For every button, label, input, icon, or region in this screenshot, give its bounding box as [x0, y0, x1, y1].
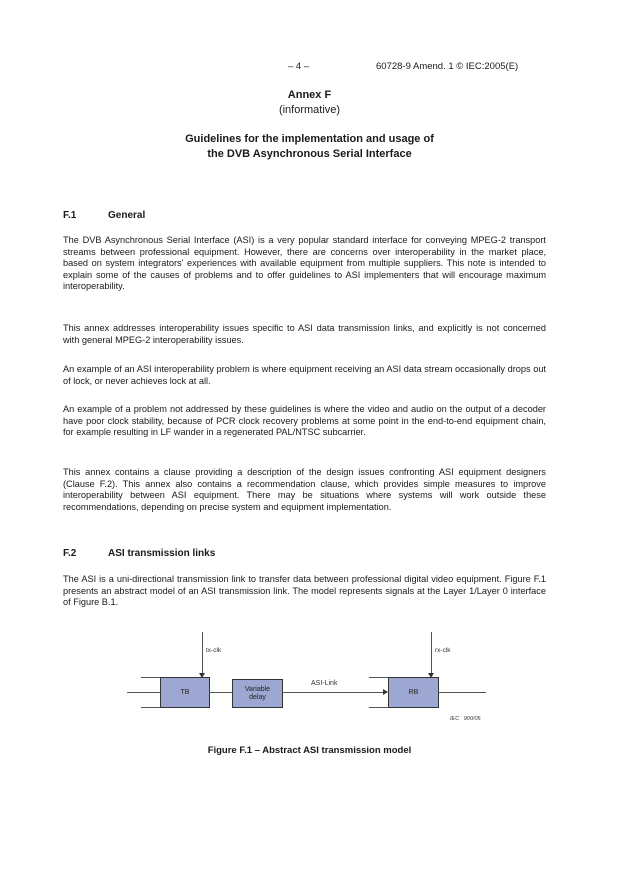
- section-heading-f2: [63, 548, 215, 559]
- annex-label: Annex F: [287, 89, 332, 101]
- section-heading-f1: [63, 210, 145, 221]
- section-title: General: [108, 210, 146, 221]
- iec-reference: IEC 900/05: [450, 716, 481, 722]
- rb-line-top: [369, 677, 388, 678]
- rb-label: RB: [408, 688, 419, 696]
- tb-label: TB: [180, 688, 190, 696]
- annex-type: (informative): [278, 104, 341, 116]
- input-line-bottom: [141, 707, 161, 708]
- asi-link-line: [282, 692, 386, 693]
- rx-clk-line: [431, 632, 432, 675]
- section-title: ASI transmission links: [108, 548, 216, 559]
- paragraph: An example of an ASI interoperability problem is where equipment receiving an ASI data stream occasionally drops out of lock, or never achieves lock at all.: [63, 364, 546, 386]
- paragraph: This annex contains a clause providing a description of the design issues confronting ASI equipment designers (Clause F.2). This annex also contains a recommendation clause, which provides simple measures to improve interoperability between ASI equipment. There may be situations where systems will work outside these recommendations, depending on precise system and equipment implementation.: [63, 467, 546, 512]
- paragraph: This annex addresses interoperability issues specific to ASI data transmission links, and explicitly is not concerned with general MPEG-2 interoperability issues.: [63, 323, 546, 345]
- paragraph: The ASI is a uni-directional transmission link to transfer data between professional digital video equipment. Figure F.1 presents an abstract model of an ASI transmission link. The model represents signals at the Layer 1/Layer 0 interface of Figure B.1.: [63, 574, 546, 608]
- input-line-middle: [127, 692, 161, 693]
- delay-label-line-2: delay: [249, 693, 266, 701]
- tx-clk-label: tx-clk: [206, 647, 222, 654]
- section-number: F.1: [63, 210, 77, 221]
- paragraph: The DVB Asynchronous Serial Interface (ASI) is a very popular standard interface for conveying MPEG-2 transport streams between professional equipment. However, there are concerns over interoperability in the market place, based on system integrators' experiences with available equipment from multiple suppliers. This note is intended to explain some of the causes of problems and to offer guidelines to ASI implementers that will encourage maximum interoperability.: [63, 235, 546, 292]
- document-reference: 60728-9 Amend. 1 © IEC:2005(E): [376, 61, 519, 72]
- rb-output-line: [438, 692, 486, 693]
- rb-block: [388, 677, 439, 708]
- annex-title-line-1: Guidelines for the implementation and usage of: [185, 133, 434, 145]
- page-number: – 4 –: [288, 61, 310, 72]
- variable-delay-block: [232, 679, 283, 708]
- section-number: F.2: [63, 548, 77, 559]
- tx-clk-line: [202, 632, 203, 675]
- rx-clk-label: rx-clk: [435, 647, 451, 654]
- tb-delay-line: [209, 692, 232, 693]
- asi-transmission-diagram: [0, 620, 619, 730]
- rb-line-bottom: [369, 707, 388, 708]
- annex-title: [0, 132, 619, 162]
- annex-title-line-2: the DVB Asynchronous Serial Interface: [207, 148, 412, 160]
- tb-block: [160, 677, 210, 708]
- paragraph: An example of a problem not addressed by these guidelines is where the video and audio on the output of a decoder have poor clock stability, because of PCR clock recovery problems at some point in the end-to-end equipment chain, for example resulting in LF wander in a regenerated PAL/NTSC subcarrier.: [63, 404, 546, 438]
- figure-caption: Figure F.1 – Abstract ASI transmission model: [207, 745, 412, 756]
- delay-label-line-1: Variable: [244, 685, 271, 693]
- input-line-top: [141, 677, 161, 678]
- asi-link-label: ASI-Link: [311, 680, 338, 687]
